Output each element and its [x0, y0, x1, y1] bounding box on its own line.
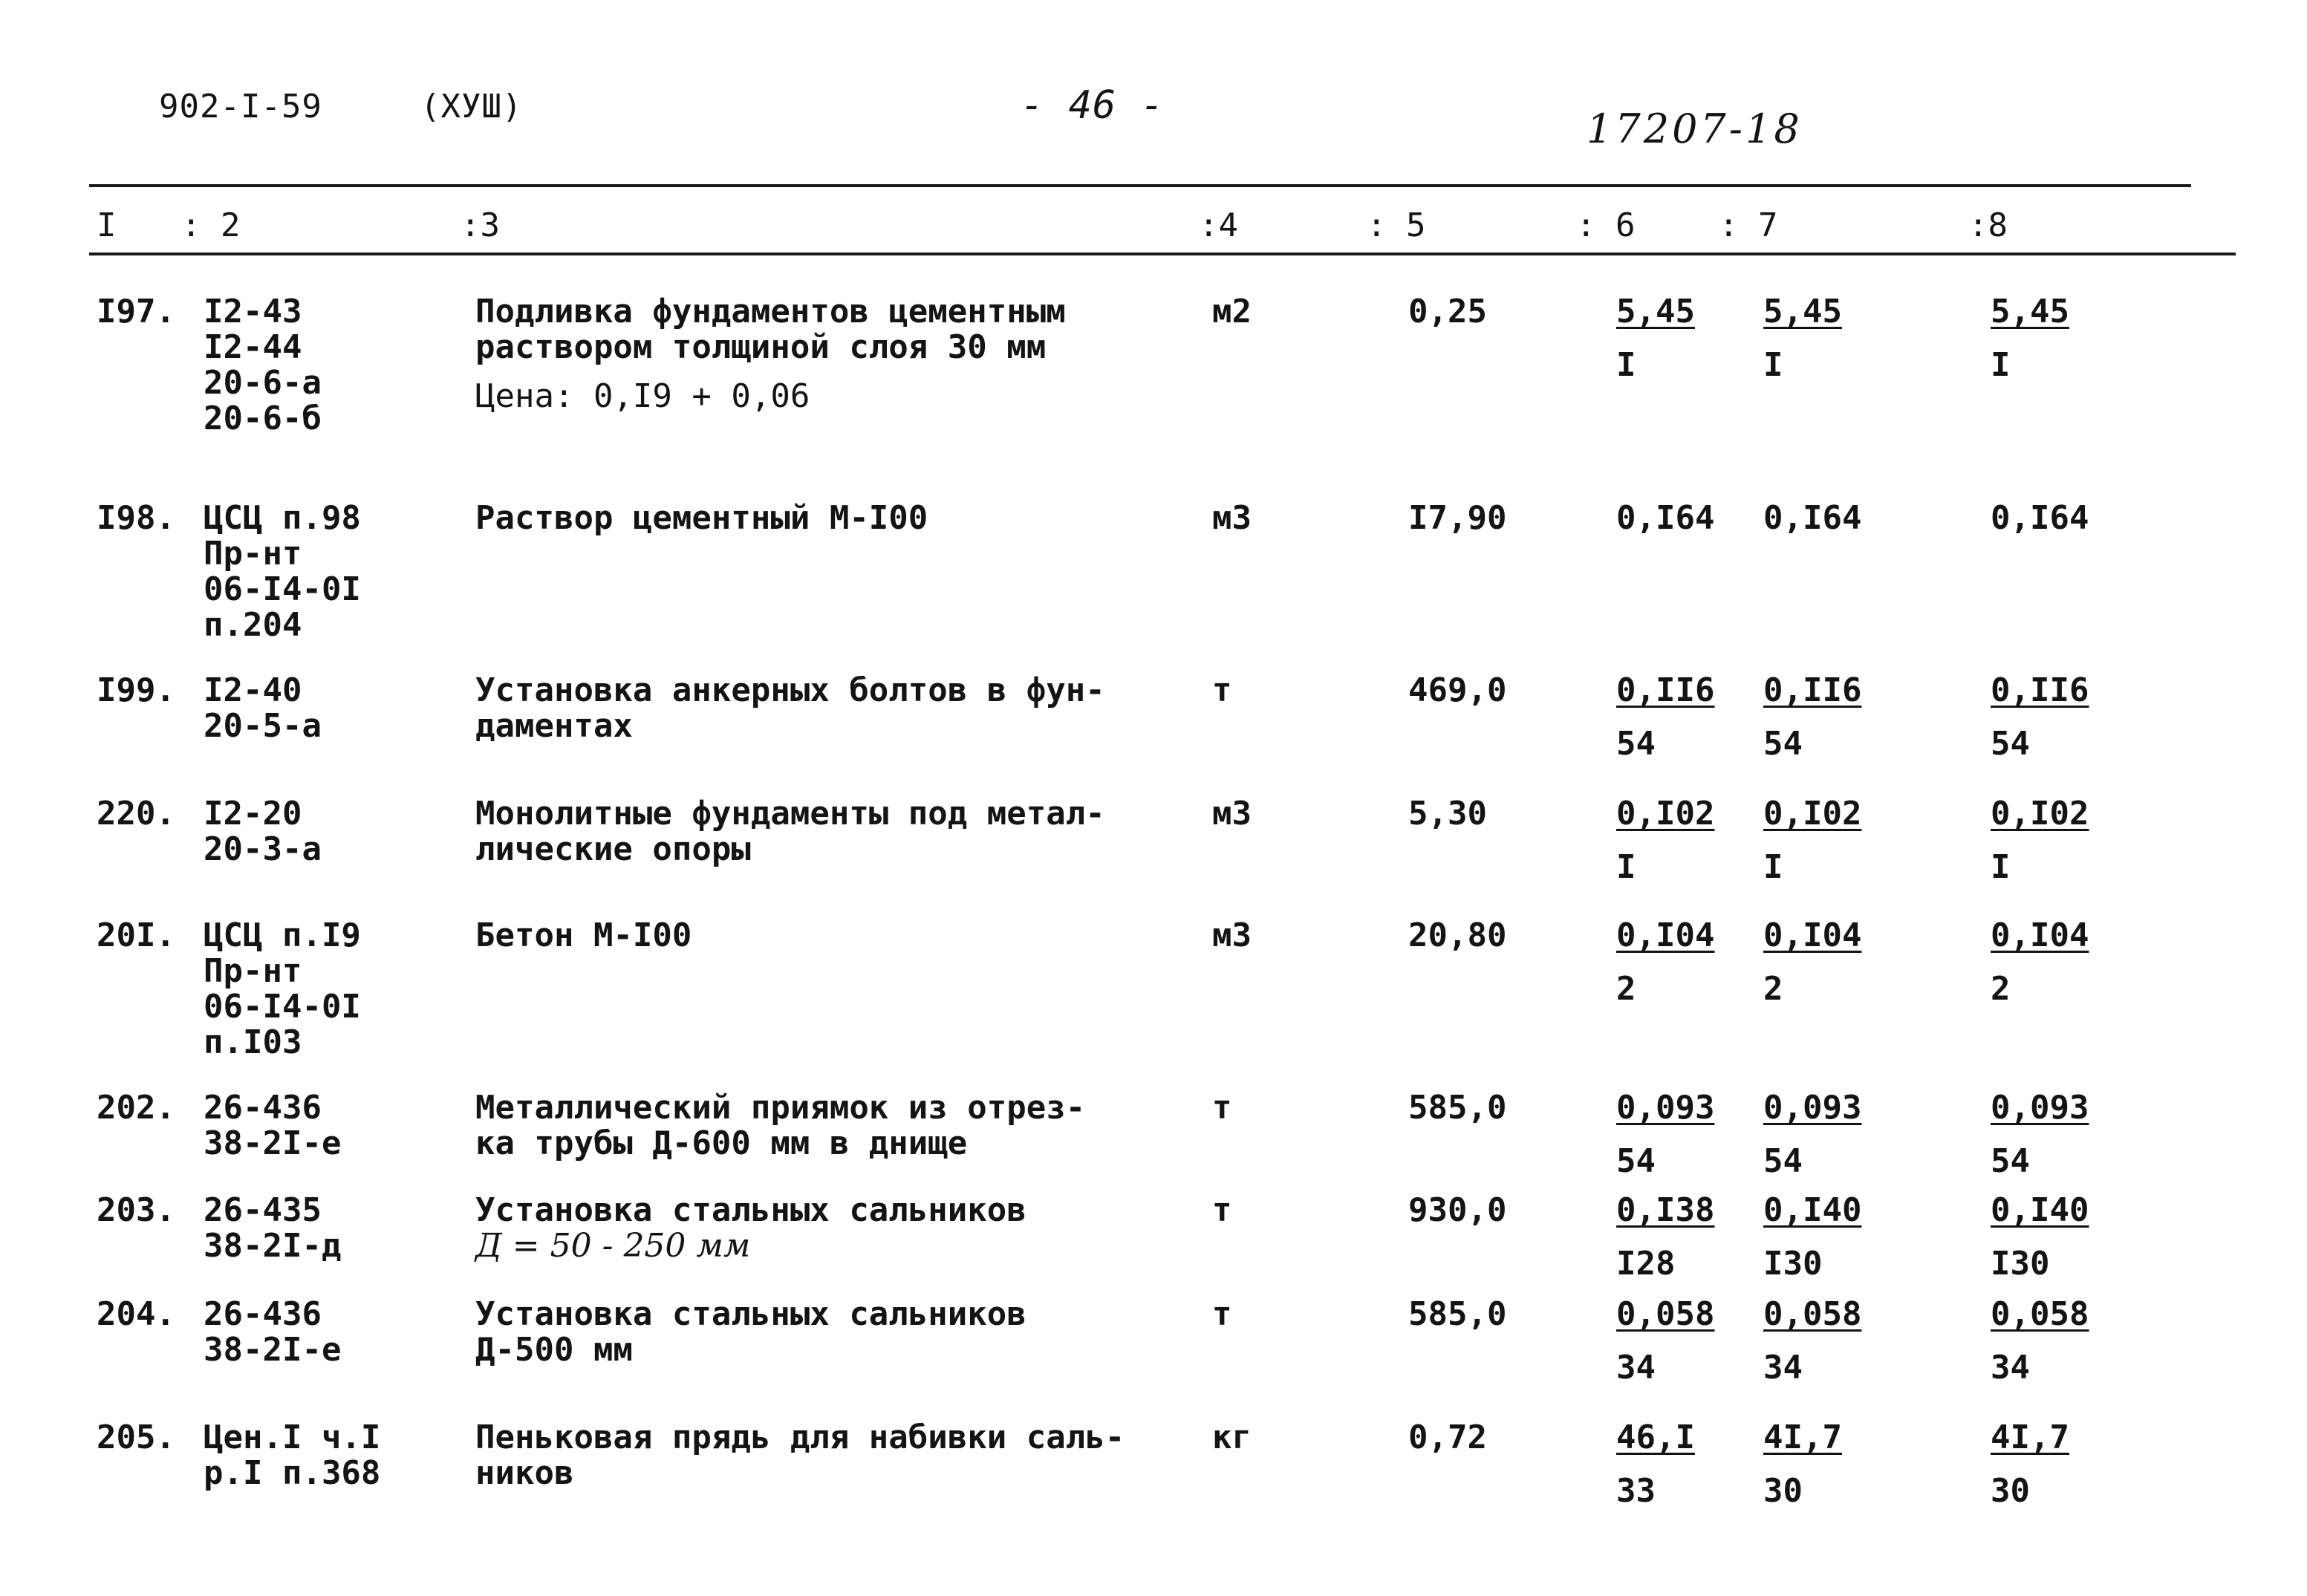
value-bottom: I — [1763, 848, 1783, 886]
description-line: даментах — [475, 707, 633, 745]
norm-code-line: 26-436 — [204, 1295, 322, 1333]
value-top: 4I,7 — [1991, 1419, 2069, 1456]
column-header-1: I — [97, 206, 117, 244]
value-bottom: 54 — [1616, 1142, 1656, 1180]
value-v6 — [1616, 673, 1714, 762]
column-header-5: : 5 — [1367, 206, 1426, 244]
description-line: ка трубы Д-600 мм в днище — [475, 1124, 968, 1162]
value-bottom: 2 — [1616, 970, 1636, 1008]
item-number: I99. — [97, 671, 175, 709]
description-line: Бетон М-I00 — [475, 916, 692, 954]
value-v8 — [1991, 1420, 2069, 1509]
quantity: 20,80 — [1408, 916, 1507, 954]
value-bottom: 34 — [1616, 1349, 1656, 1387]
norm-code — [204, 1297, 341, 1368]
norm-code-line: 20-3-а — [204, 830, 322, 868]
document-code: 902-I-59 — [159, 88, 322, 126]
value-top: 0,058 — [1991, 1295, 2089, 1333]
norm-code-line: р.I п.368 — [204, 1454, 381, 1492]
norm-code-line: 26-436 — [204, 1089, 322, 1127]
description-line: Монолитные фундаменты под метал- — [475, 795, 1105, 833]
value-bottom: I30 — [1991, 1245, 2050, 1283]
value-top: 0,I64 — [1991, 499, 2089, 537]
value-v8 — [1991, 673, 2089, 762]
page-number: - 46 - — [1021, 83, 1165, 128]
work-description — [475, 1297, 1026, 1368]
value-bottom: 54 — [1991, 725, 2030, 763]
value-v7 — [1763, 294, 1842, 383]
quantity: I7,90 — [1408, 499, 1507, 537]
norm-code-line: Пр-нт — [204, 952, 302, 990]
item-number: 203. — [97, 1191, 175, 1229]
value-bottom: 33 — [1616, 1472, 1656, 1510]
value-bottom: 54 — [1616, 725, 1656, 763]
value-bottom: 2 — [1763, 970, 1783, 1008]
unit-of-measure: т — [1212, 1089, 1232, 1127]
unit-of-measure: кг — [1212, 1419, 1252, 1456]
value-bottom: I28 — [1616, 1245, 1676, 1283]
value-v8 — [1991, 1297, 2089, 1386]
work-description — [475, 796, 1105, 867]
norm-code-line: 06-I4-0I — [204, 988, 361, 1026]
description-line: ников — [475, 1454, 574, 1492]
value-v6 — [1616, 796, 1714, 885]
norm-code — [204, 918, 361, 1061]
description-line: Установка стальных сальников — [475, 1295, 1026, 1333]
value-bottom: 54 — [1763, 725, 1803, 763]
work-description — [475, 673, 1105, 744]
value-top: 0,093 — [1616, 1089, 1715, 1127]
norm-code — [204, 1420, 380, 1491]
value-top: 0,I04 — [1763, 916, 1862, 954]
value-bottom: 30 — [1991, 1472, 2030, 1510]
norm-code — [204, 501, 361, 643]
norm-code-line: п.204 — [204, 606, 302, 644]
value-bottom: I30 — [1763, 1245, 1823, 1283]
value-v7 — [1763, 1193, 1861, 1282]
work-description — [475, 294, 1066, 414]
value-bottom: I — [1616, 346, 1636, 384]
item-number: 204. — [97, 1295, 175, 1333]
value-v7 — [1763, 673, 1861, 762]
value-bottom: I — [1616, 848, 1636, 886]
value-v6 — [1616, 918, 1714, 1007]
value-v8 — [1991, 918, 2089, 1007]
value-top: 0,II6 — [1616, 671, 1715, 709]
norm-code-line: I2-40 — [204, 671, 302, 709]
quantity: 585,0 — [1408, 1295, 1507, 1333]
norm-code-line: 38-2I-е — [204, 1124, 342, 1162]
item-number: I98. — [97, 499, 175, 537]
value-top: 0,I38 — [1616, 1191, 1715, 1229]
value-bottom: 34 — [1991, 1349, 2030, 1387]
value-v6 — [1616, 501, 1714, 536]
item-number: 202. — [97, 1089, 175, 1127]
value-top: 0,I02 — [1991, 795, 2089, 833]
value-top: 0,093 — [1763, 1089, 1862, 1127]
description-line: лические опоры — [475, 830, 751, 868]
work-description — [475, 1193, 1026, 1264]
column-header-7: : 7 — [1719, 206, 1778, 244]
value-v8 — [1991, 294, 2069, 383]
item-number: I97. — [97, 293, 175, 330]
value-v6 — [1616, 1193, 1714, 1282]
value-v6 — [1616, 294, 1695, 383]
description-line: раствором толщиной слоя 30 мм — [475, 328, 1047, 366]
description-line: Установка анкерных болтов в фун- — [475, 671, 1105, 709]
norm-code-line: 06-I4-0I — [204, 570, 361, 608]
value-top: 0,058 — [1616, 1295, 1715, 1333]
value-top: 5,45 — [1763, 293, 1842, 330]
norm-code — [204, 1193, 341, 1264]
description-line: Металлический приямок из отрез- — [475, 1089, 1086, 1127]
quantity: 0,25 — [1408, 293, 1487, 330]
value-top: 0,I64 — [1763, 499, 1862, 537]
column-header-4: :4 — [1199, 206, 1238, 244]
value-bottom: 30 — [1763, 1472, 1803, 1510]
value-v6 — [1616, 1090, 1714, 1179]
value-top: 5,45 — [1991, 293, 2069, 330]
value-bottom: 54 — [1991, 1142, 2030, 1180]
value-v7 — [1763, 501, 1861, 536]
value-top: 0,II6 — [1763, 671, 1862, 709]
value-top: 0,093 — [1991, 1089, 2089, 1127]
work-description — [475, 501, 928, 536]
diameter-note: Д = 50 - 250 мм — [475, 1227, 751, 1265]
unit-of-measure: т — [1212, 1191, 1232, 1229]
column-header-6: : 6 — [1576, 206, 1636, 244]
unit-of-measure: м3 — [1212, 916, 1252, 954]
unit-of-measure: т — [1212, 1295, 1232, 1333]
sheet-number: 17207-18 — [1587, 105, 1803, 152]
quantity: 0,72 — [1408, 1419, 1487, 1456]
column-header-2: : 2 — [181, 206, 241, 244]
value-v7 — [1763, 1420, 1842, 1509]
value-v7 — [1763, 1297, 1861, 1386]
value-top: 0,I04 — [1991, 916, 2089, 954]
unit-of-measure: м3 — [1212, 795, 1252, 833]
value-top: 5,45 — [1616, 293, 1695, 330]
description-line: Установка стальных сальников — [475, 1191, 1026, 1229]
norm-code-line: I2-44 — [204, 328, 302, 366]
description-line: Пеньковая прядь для набивки саль- — [475, 1419, 1125, 1456]
unit-of-measure: м2 — [1212, 293, 1252, 330]
norm-code-line: п.I03 — [204, 1023, 302, 1061]
description-line: Подливка фундаментов цементным — [475, 293, 1066, 330]
norm-code — [204, 796, 322, 867]
norm-code — [204, 294, 322, 437]
norm-code-line: 20-6-а — [204, 364, 322, 402]
work-description — [475, 1090, 1085, 1162]
value-v7 — [1763, 918, 1861, 1007]
value-v6 — [1616, 1297, 1714, 1386]
value-bottom: I — [1763, 346, 1783, 384]
quantity: 930,0 — [1408, 1191, 1507, 1229]
unit-of-measure: т — [1212, 671, 1232, 709]
value-top: 0,I04 — [1616, 916, 1715, 954]
norm-code-line: ЦСЦ п.I9 — [204, 916, 361, 954]
value-top: 0,I40 — [1991, 1191, 2089, 1229]
norm-code-line: 38-2I-е — [204, 1331, 342, 1369]
norm-code-line: I2-20 — [204, 795, 302, 833]
norm-code — [204, 673, 322, 744]
value-top: 0,I40 — [1763, 1191, 1862, 1229]
value-top: 4I,7 — [1763, 1419, 1842, 1456]
value-bottom: 2 — [1991, 970, 2011, 1008]
quantity: 585,0 — [1408, 1089, 1507, 1127]
value-v8 — [1991, 796, 2089, 885]
value-top: 46,I — [1616, 1419, 1695, 1456]
series-label: (ХУШ) — [420, 88, 523, 126]
norm-code-line: I2-43 — [204, 293, 302, 330]
value-bottom: 54 — [1763, 1142, 1803, 1180]
value-top: 0,I64 — [1616, 499, 1715, 537]
work-description — [475, 1420, 1125, 1491]
value-v7 — [1763, 796, 1861, 885]
table-top-rule — [89, 184, 2191, 187]
value-bottom: I — [1991, 848, 2011, 886]
norm-code-line: 20-6-б — [204, 400, 322, 437]
norm-code-line: 26-435 — [204, 1191, 322, 1229]
value-bottom: 34 — [1763, 1349, 1803, 1387]
value-bottom: I — [1991, 346, 2011, 384]
norm-code-line: 20-5-а — [204, 707, 322, 745]
value-v8 — [1991, 1090, 2089, 1179]
work-description — [475, 918, 692, 954]
column-header-3: :3 — [461, 206, 500, 244]
norm-code-line: Пр-нт — [204, 535, 302, 573]
table-header-rule — [89, 253, 2236, 255]
column-header-8: :8 — [1968, 206, 2008, 244]
description-line: Раствор цементный М-I00 — [475, 499, 928, 537]
value-top: 0,I02 — [1763, 795, 1862, 833]
value-top: 0,I02 — [1616, 795, 1715, 833]
quantity: 469,0 — [1408, 671, 1507, 709]
value-top: 0,058 — [1763, 1295, 1862, 1333]
value-v8 — [1991, 501, 2089, 536]
description-line: Д-500 мм — [475, 1331, 633, 1369]
quantity: 5,30 — [1408, 795, 1487, 833]
item-number: 220. — [97, 795, 175, 833]
value-v6 — [1616, 1420, 1695, 1509]
item-number: 20I. — [97, 916, 175, 954]
price-note: Цена: 0,I9 + 0,06 — [475, 377, 810, 415]
value-v8 — [1991, 1193, 2089, 1282]
unit-of-measure: м3 — [1212, 499, 1252, 537]
item-number: 205. — [97, 1419, 175, 1456]
norm-code-line: ЦСЦ п.98 — [204, 499, 361, 537]
value-top: 0,II6 — [1991, 671, 2089, 709]
value-v7 — [1763, 1090, 1861, 1179]
norm-code-line: Цен.I ч.I — [204, 1419, 381, 1456]
norm-code — [204, 1090, 341, 1162]
norm-code-line: 38-2I-д — [204, 1227, 342, 1265]
